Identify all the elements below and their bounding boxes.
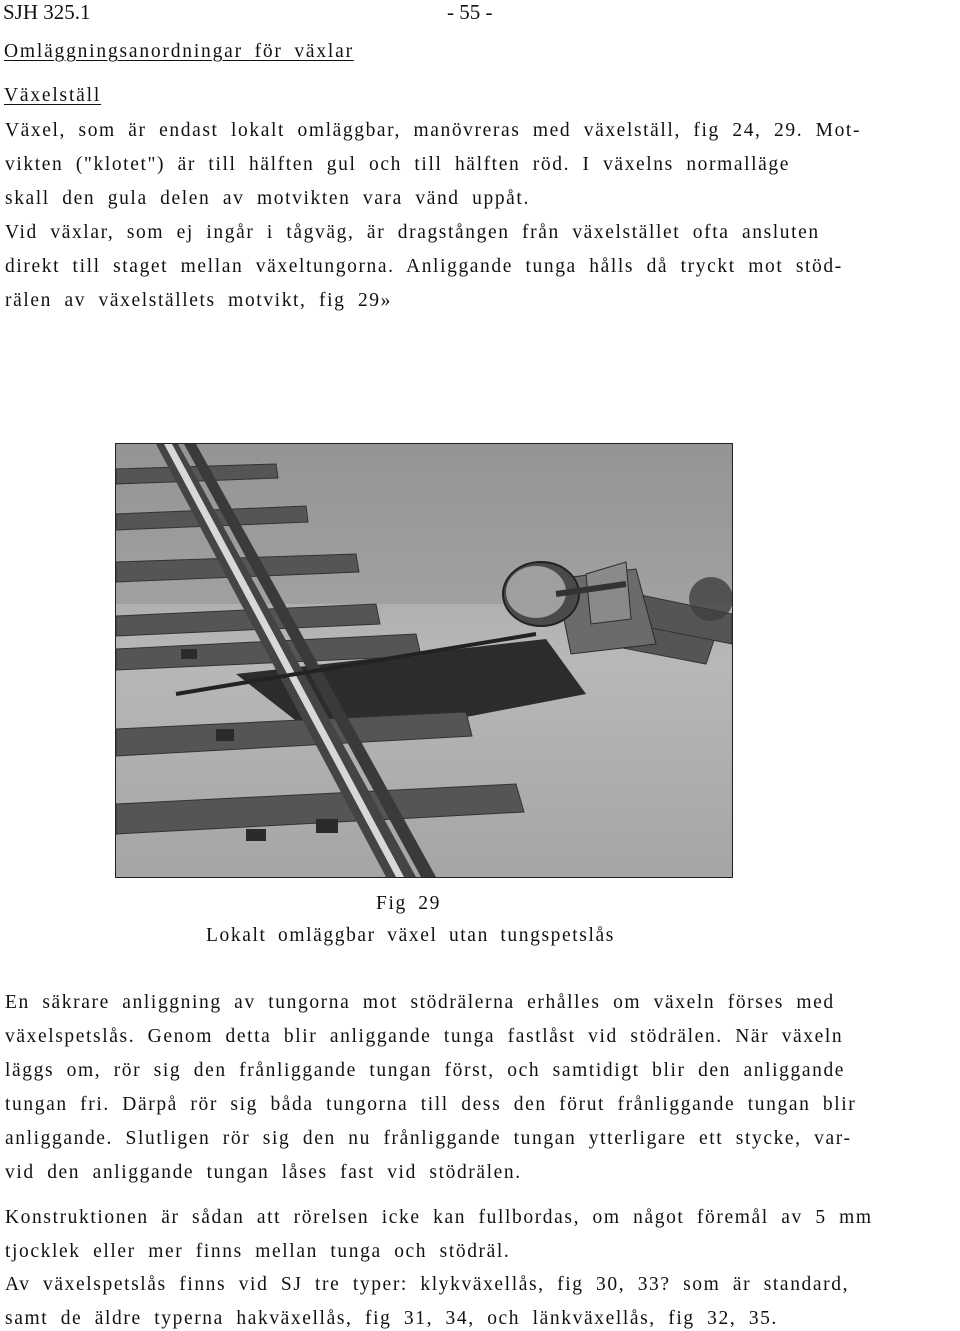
paragraph-2-line-3: rälen av växelställets motvikt, fig 29» [5, 290, 392, 311]
section-title: Omläggningsanordningar för växlar [4, 41, 354, 62]
paragraph-5-line-2: samt de äldre typerna hakväxellås, fig 31, 34, och länkväxellås, fig 32, 35. [5, 1308, 779, 1329]
paragraph-4-line-1: Konstruktionen är sådan att rörelsen icke kan fullbordas, om något föremål av 5 mm [5, 1207, 873, 1228]
paragraph-3-line-3: läggs om, rör sig den frånliggande tungan först, och samtidigt blir den anliggande [5, 1060, 846, 1081]
paragraph-3-line-6: vid den anliggande tungan låses fast vid stödrälen. [5, 1162, 522, 1183]
document-id: SJH 325.1 [3, 0, 91, 24]
paragraph-1-line-2: vikten ("klotet") är till hälften gul och till hälften röd. I växelns normalläge [5, 154, 791, 175]
page-number: - 55 - [447, 0, 493, 24]
paragraph-3-line-5: anliggande. Slutligen rör sig den nu frånliggande tungan ytterligare ett stycke, var- [5, 1128, 852, 1149]
paragraph-2-line-2: direkt till staget mellan växeltungorna. Anliggande tunga hålls då tryckt mot stöd- [5, 256, 843, 277]
subsection-title: Växelställ [4, 85, 102, 106]
paragraph-2-line-1: Vid växlar, som ej ingår i tågväg, är dragstången från växelstället ofta ansluten [5, 222, 820, 243]
paragraph-3-line-4: tungan fri. Därpå rör sig båda tungorna till dess den förut frånliggande tungan blir [5, 1094, 857, 1115]
figure-caption: Lokalt omläggbar växel utan tungspetslås [206, 925, 615, 946]
paragraph-1-line-1: Växel, som är endast lokalt omläggbar, manövreras med växelställ, fig 24, 29. Mot- [5, 120, 862, 141]
figure-label: Fig 29 [376, 893, 441, 914]
switch-stand-photo [115, 443, 733, 878]
paragraph-5-line-1: Av växelspetslås finns vid SJ tre typer: klykväxellås, fig 30, 33? som är standard, [5, 1274, 850, 1295]
paragraph-4-line-2: tjocklek eller mer finns mellan tunga och stödräl. [5, 1241, 511, 1262]
paragraph-1-line-3: skall den gula delen av motvikten vara vänd uppåt. [5, 188, 530, 209]
paragraph-3-line-2: växelspetslås. Genom detta blir anliggande tunga fastlåst vid stödrälen. När växeln [5, 1026, 844, 1047]
paragraph-3-line-1: En säkrare anliggning av tungorna mot stödrälerna erhålles om växeln förses med [5, 992, 835, 1013]
photo-illustration [116, 444, 732, 877]
